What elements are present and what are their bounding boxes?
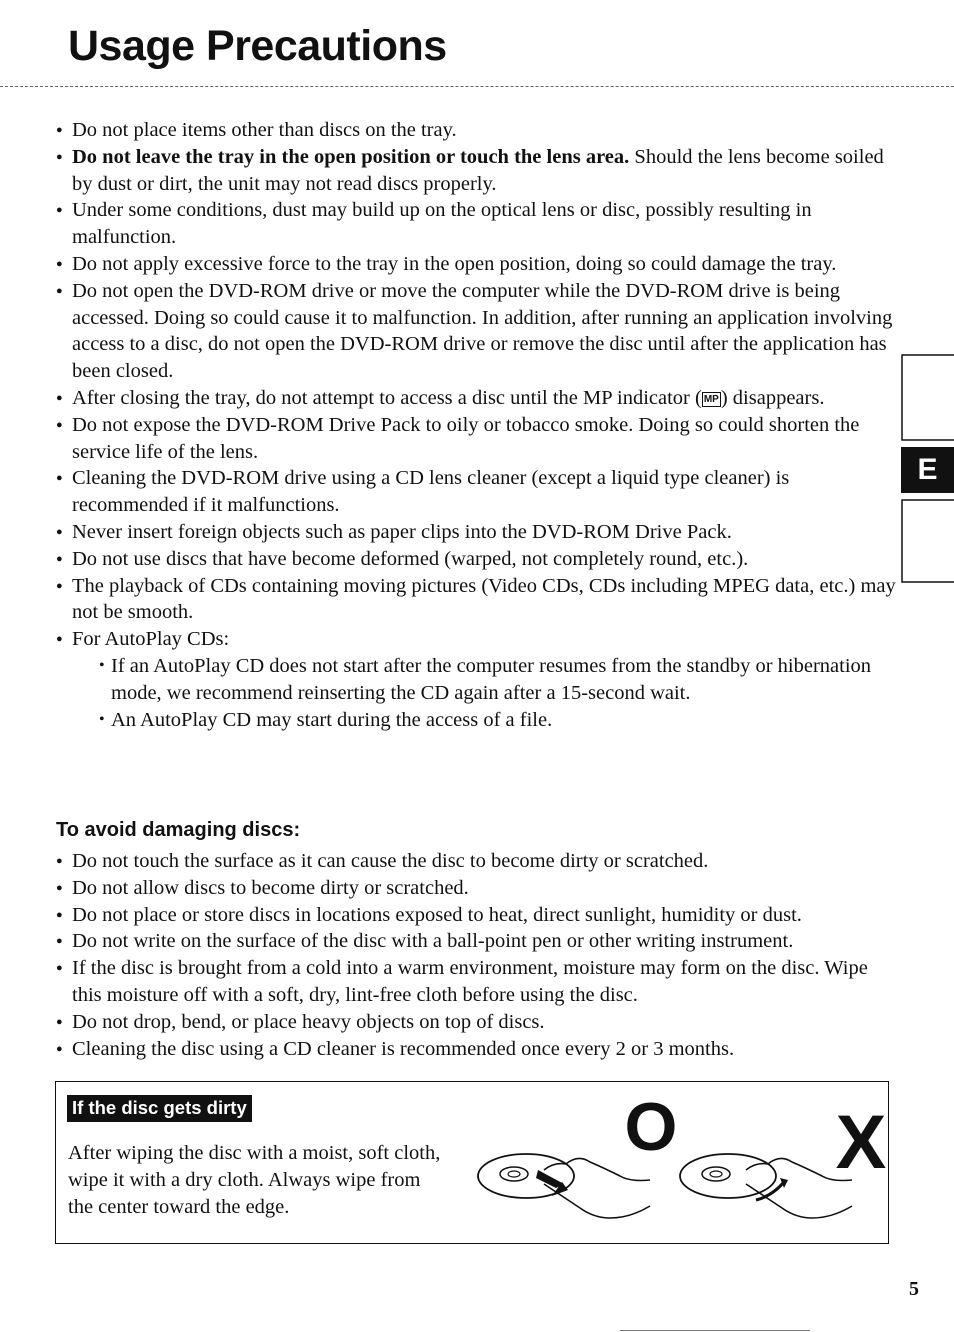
list-item: ● Do not allow discs to become dirty or scratched. bbox=[56, 875, 898, 902]
mp-indicator-icon: MP bbox=[703, 393, 719, 405]
list-item: ● If the disc is brought from a cold into a warm environment, moisture may form on the disc. Wipe this moisture off with a soft, dry, lint-free cloth before using the disc. bbox=[56, 955, 898, 1009]
list-item: ● Do not use discs that have become deformed (warped, not completely round, etc.). bbox=[56, 546, 898, 573]
list-item: ● Never insert foreign objects such as paper clips into the DVD-ROM Drive Pack. bbox=[56, 519, 898, 546]
autoplay-sublist bbox=[72, 653, 898, 733]
list-item: ● Do not touch the surface as it can cause the disc to become dirty or scratched. bbox=[56, 848, 898, 875]
footer-rule bbox=[620, 1330, 810, 1331]
list-item: ● Under some conditions, dust may build up on the optical lens or disc, possibly resulting in malfunction. bbox=[56, 197, 898, 251]
list-item: ● Do not leave the tray in the open position or touch the lens area. Should the lens become soiled by dust or dirt, the unit may not read discs properly. bbox=[56, 144, 898, 198]
list-item: ● Do not expose the DVD-ROM Drive Pack to oily or tobacco smoke. Doing so could shorten the service life of the lens. bbox=[56, 412, 898, 466]
title-divider bbox=[0, 86, 954, 87]
list-item: ● Do not open the DVD-ROM drive or move the computer while the DVD-ROM drive is being accessed. Doing so could cause it to malfunction. In addition, after running an application involving access to a disc, do not open the DVD-ROM drive or remove the disc until after the application has been closed. bbox=[56, 278, 898, 385]
list-item: ● Do not apply excessive force to the tray in the open position, doing so could damage the tray. bbox=[56, 251, 898, 278]
bold-warning: Do not leave the tray in the open position or touch the lens area. bbox=[72, 145, 630, 168]
list-item: ● Cleaning the DVD-ROM drive using a CD lens cleaner (except a liquid type cleaner) is recommended if it malfunctions. bbox=[56, 465, 898, 519]
list-item: ● After closing the tray, do not attempt to access a disc until the MP indicator ( MP) disappears. bbox=[56, 385, 898, 412]
sub-list-item: • An AutoPlay CD may start during the access of a file. bbox=[97, 707, 898, 734]
list-item: ● The playback of CDs containing moving pictures (Video CDs, CDs including MPEG data, etc.) may not be smooth. bbox=[56, 573, 898, 627]
list-item: ● Do not write on the surface of the disc with a ball-point pen or other writing instrument. bbox=[56, 928, 898, 955]
box-text: After wiping the disc with a moist, soft cloth, wipe it with a dry cloth. Always wipe from the center toward the edge. bbox=[68, 1142, 441, 1218]
wrong-mark: X bbox=[835, 1100, 886, 1185]
correct-mark: O bbox=[624, 1089, 678, 1165]
list-item: ● Do not place items other than discs on the tray. bbox=[56, 117, 898, 144]
page-number: 5 bbox=[909, 1278, 919, 1300]
wrong-wipe-illustration bbox=[680, 1100, 886, 1218]
section-tab-e: E bbox=[901, 447, 954, 493]
damage-list bbox=[56, 848, 898, 1062]
list-item: ● Do not drop, bend, or place heavy objects on top of discs. bbox=[56, 1009, 898, 1036]
list-item: ● For AutoPlay CDs: • If an AutoPlay CD does not start after the computer resumes from the standby or hibernation mode, we recommend reinserting the CD again after a 15-second wait. • An AutoPlay CD may start during the access of a file. bbox=[56, 626, 898, 733]
page-title: Usage Precautions bbox=[68, 22, 447, 70]
list-item: ● Cleaning the disc using a CD cleaner is recommended once every 2 or 3 months. bbox=[56, 1036, 898, 1063]
box-tag: If the disc gets dirty bbox=[67, 1095, 252, 1122]
dirty-disc-box bbox=[55, 1081, 889, 1244]
section-heading-damaging-discs: To avoid damaging discs: bbox=[56, 819, 301, 841]
correct-wipe-illustration bbox=[478, 1089, 677, 1218]
list-item: ● Do not place or store discs in locations exposed to heat, direct sunlight, humidity or dust. bbox=[56, 902, 898, 929]
precautions-list bbox=[56, 117, 898, 733]
sub-list-item: • If an AutoPlay CD does not start after the computer resumes from the standby or hibernation mode, we recommend reinserting the CD again after a 15-second wait. bbox=[97, 653, 898, 707]
disc-wiping-illustration bbox=[466, 1088, 886, 1238]
